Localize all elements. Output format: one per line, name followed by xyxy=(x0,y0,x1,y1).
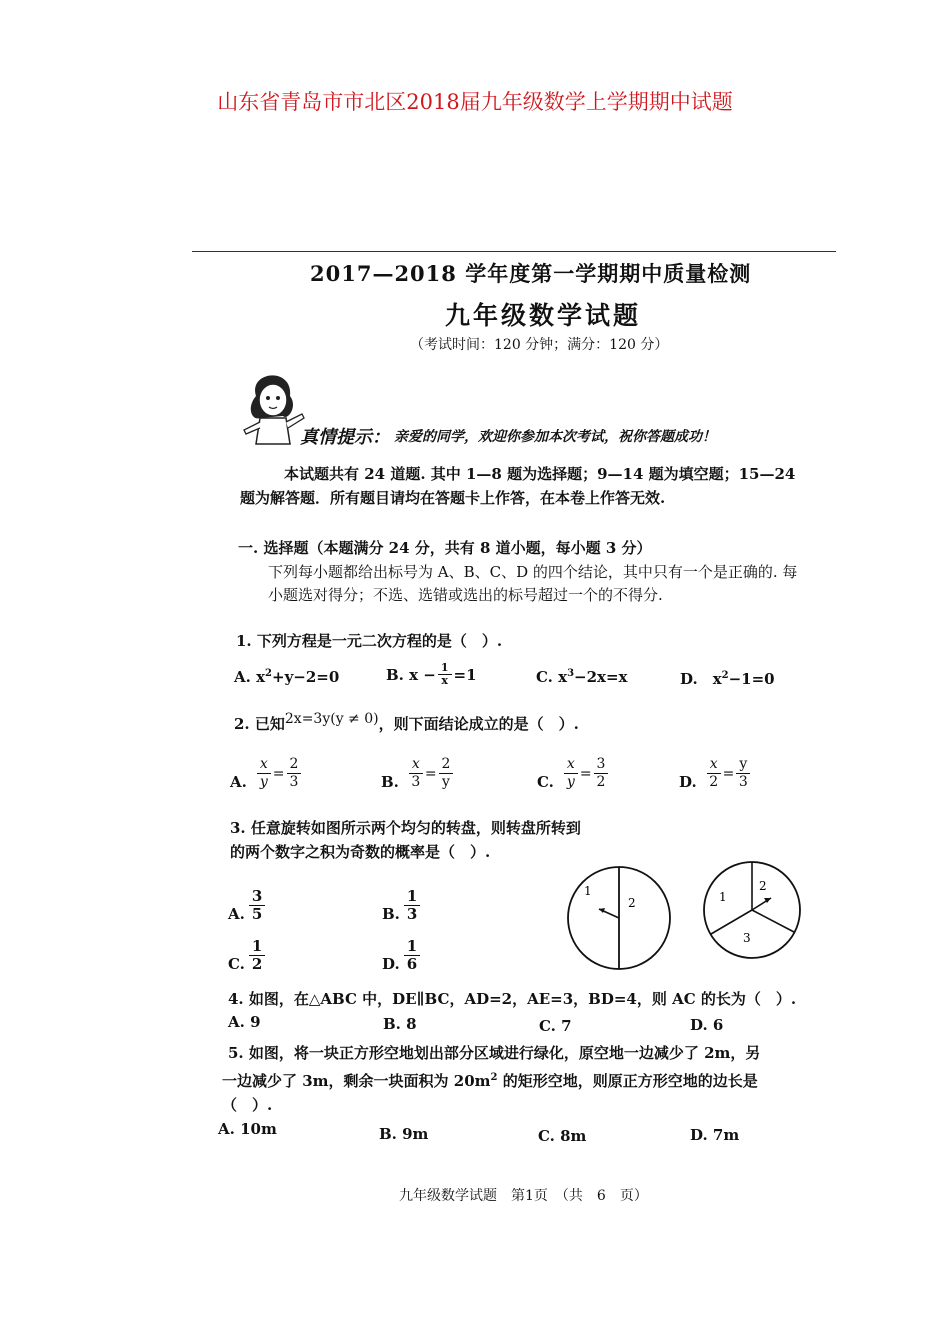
q5-stem-line3: （ ）. xyxy=(222,1096,273,1114)
intro-line2: 题为解答题．所有题目请均在答题卡上作答，在本卷上作答无效. xyxy=(240,489,666,507)
q3-stem-line2: 的两个数字之积为奇数的概率是（ ）. xyxy=(230,843,491,861)
q2-option-a: A. $\frac{x}{y}$ = $\frac{2}{3}$ xyxy=(230,756,301,791)
q2-stem: 2. 已知2x=3y(y ≠ 0)，则下面结论成立的是（ ）. xyxy=(234,711,579,733)
spinner-two-sector xyxy=(564,862,674,974)
q4-stem: 4. 如图，在△ABC 中，DE∥BC，AD=2，AE=3，BD=4，则 AC 的长为（ ）. xyxy=(228,990,797,1008)
q2-option-d: D. $\frac{x}{2}$ = $\frac{y}{3}$ xyxy=(679,756,750,791)
exam-header-time: （考试时间：120 分钟；满分：120 分） xyxy=(410,337,669,353)
document-title: 山东省青岛市市北区2018届九年级数学上学期期中试题 xyxy=(217,90,733,114)
section1-instructions-1: 下列每小题都给出标号为 A、B、C、D 的四个结论，其中只有一个是正确的. 每 xyxy=(268,563,798,581)
q3-stem-line1: 3. 任意旋转如图所示两个均匀的转盘，则转盘所转到 xyxy=(230,819,581,837)
page-footer: 九年级数学试题 第1页 （共 6 页） xyxy=(399,1188,648,1204)
spinner1-label-2: 2 xyxy=(628,896,636,910)
spinner1-label-1: 1 xyxy=(584,884,592,898)
spinner2-label-3: 3 xyxy=(743,931,751,945)
section1-title: 一. 选择题（本题满分 24 分，共有 8 道小题，每小题 3 分） xyxy=(238,539,652,557)
q1-stem: 1. 下列方程是一元二次方程的是（ ）. xyxy=(236,632,503,650)
spinner2-divider-right xyxy=(752,910,794,932)
q2-option-c: C. $\frac{x}{y}$ = $\frac{3}{2}$ xyxy=(537,756,608,791)
spinner2-label-2: 2 xyxy=(759,879,767,893)
spinner-three-sector xyxy=(701,858,803,962)
q1-option-c: C. $x^3-2x=x$ xyxy=(536,668,628,686)
hint-label: 真情提示： xyxy=(300,427,390,448)
section1-instructions-2: 小题选对得分；不选、选错或选出的标号超过一个的不得分. xyxy=(268,586,663,604)
q5-option-a: A. 10m xyxy=(218,1120,277,1138)
q1-option-a: A. $x^2+y-2=0$ xyxy=(234,668,340,686)
q3-option-a: A. $\frac{3}{5}$ xyxy=(228,888,265,923)
cartoon-girl-illustration xyxy=(238,366,308,446)
q5-option-b: B. 9m xyxy=(379,1125,429,1143)
exam-header-line1: 2017—2018 学年度第一学期期中质量检测 xyxy=(310,261,752,286)
q4-option-d: D. 6 xyxy=(690,1016,724,1034)
exam-header-title: 九年级数学试题 xyxy=(445,301,642,330)
q5-stem-line2: 一边减少了 3m，剩余一块面积为 $20m^2$ 的矩形空地，则原正方形空地的边长是 xyxy=(222,1072,758,1090)
hint-text: 亲爱的同学，欢迎你参加本次考试，祝你答题成功！ xyxy=(394,429,716,445)
q5-option-d: D. 7m xyxy=(690,1126,740,1144)
q5-stem-line1: 5. 如图，将一块正方形空地划出部分区域进行绿化，原空地一边减少了 2m，另 xyxy=(228,1044,761,1062)
intro-line1: 本试题共有 24 道题. 其中 1—8 题为选择题；9—14 题为填空题；15—24 xyxy=(284,465,796,483)
q4-option-b: B. 8 xyxy=(383,1015,417,1033)
top-rule xyxy=(192,251,836,252)
q4-option-a: A. 9 xyxy=(228,1013,261,1031)
q1-option-d: D. $x^2-1=0$ xyxy=(680,670,775,688)
q3-option-d: D. $\frac{1}{6}$ xyxy=(382,938,420,973)
q3-option-c: C. $\frac{1}{2}$ xyxy=(228,938,265,973)
spinner2-label-1: 1 xyxy=(719,890,727,904)
q3-option-b: B. $\frac{1}{3}$ xyxy=(382,888,420,923)
q4-option-c: C. 7 xyxy=(539,1017,572,1035)
q5-option-c: C. 8m xyxy=(538,1127,587,1145)
q1-option-b: B. x − $\frac{1}{x}$ =1 xyxy=(386,661,477,687)
q2-option-b: B. $\frac{x}{3}$ = $\frac{2}{y}$ xyxy=(381,756,453,791)
